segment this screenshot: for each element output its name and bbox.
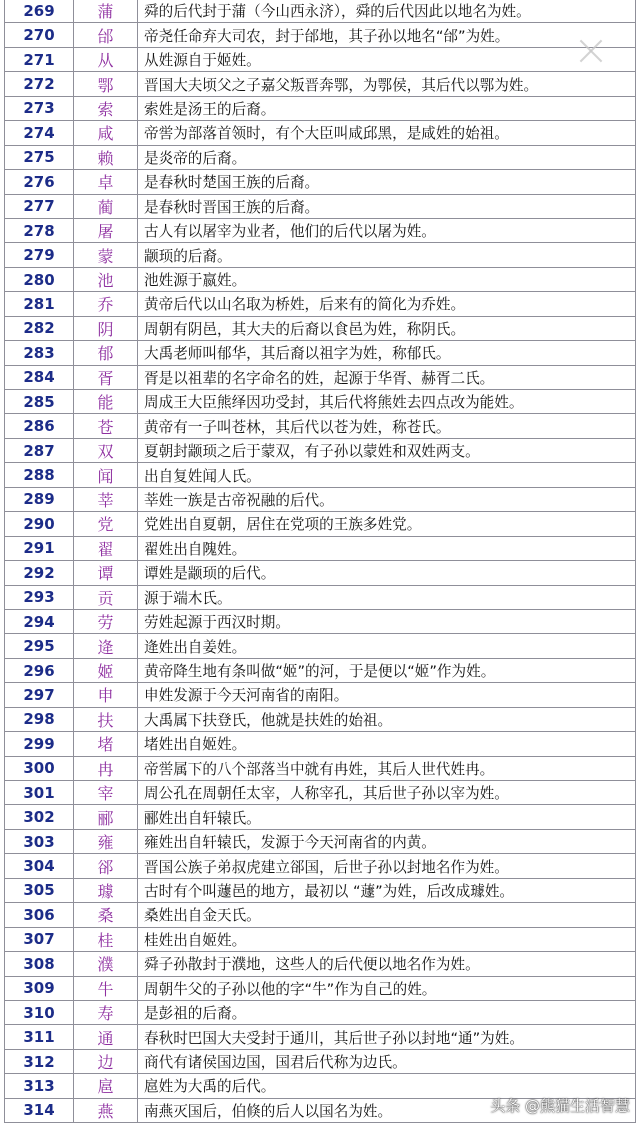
table-row bbox=[4, 928, 636, 952]
row-number: 271 bbox=[4, 48, 74, 71]
row-number: 277 bbox=[4, 195, 74, 218]
surname-char: 通 bbox=[74, 1025, 138, 1048]
surname-origin: 谭姓是颛顼的后代。 bbox=[138, 561, 636, 584]
surname-origin: 黄帝有一子叫苍林，其后代以苍为姓，称苍氏。 bbox=[138, 414, 636, 437]
table-row bbox=[4, 23, 636, 47]
table-row bbox=[4, 952, 636, 976]
surname-char: 边 bbox=[74, 1050, 138, 1073]
row-number: 270 bbox=[4, 23, 74, 46]
surname-char: 翟 bbox=[74, 537, 138, 560]
row-number: 302 bbox=[4, 805, 74, 828]
row-number: 314 bbox=[4, 1099, 74, 1122]
table-row bbox=[4, 1025, 636, 1049]
table-row bbox=[4, 757, 636, 781]
surname-origin: 扈姓为大禹的后代。 bbox=[138, 1074, 636, 1097]
surname-char: 宰 bbox=[74, 781, 138, 804]
surname-origin: 黄帝后代以山名取为桥姓，后来有的简化为乔姓。 bbox=[138, 292, 636, 315]
surname-origin: 出自复姓闻人氏。 bbox=[138, 463, 636, 486]
surname-origin: 从姓源自于姬姓。 bbox=[138, 48, 636, 71]
surname-origin: 源于端木氏。 bbox=[138, 586, 636, 609]
surname-char: 咸 bbox=[74, 121, 138, 144]
surname-origin: 胥是以祖辈的名字命名的姓，起源于华胥、赫胥二氏。 bbox=[138, 366, 636, 389]
table-row bbox=[4, 146, 636, 170]
row-number: 300 bbox=[4, 757, 74, 780]
surname-origin: 郦姓出自轩辕氏。 bbox=[138, 805, 636, 828]
row-number: 276 bbox=[4, 170, 74, 193]
row-number: 298 bbox=[4, 708, 74, 731]
row-number: 308 bbox=[4, 952, 74, 975]
row-number: 274 bbox=[4, 121, 74, 144]
surname-origin: 是炎帝的后裔。 bbox=[138, 146, 636, 169]
surname-char: 璩 bbox=[74, 879, 138, 902]
row-number: 289 bbox=[4, 488, 74, 511]
row-number: 273 bbox=[4, 97, 74, 120]
surname-char: 扶 bbox=[74, 708, 138, 731]
surname-origin: 周朝有阴邑，其大夫的后裔以食邑为姓，称阴氏。 bbox=[138, 317, 636, 340]
surname-origin: 黄帝降生地有条叫做“姬”的河，于是便以“姬”作为姓。 bbox=[138, 659, 636, 682]
surname-origin: 帝尧任命弃大司农，封于邰地，其子孙以地名“邰”为姓。 bbox=[138, 23, 636, 46]
surname-char: 牛 bbox=[74, 977, 138, 1000]
table-row bbox=[4, 1001, 636, 1025]
row-number: 280 bbox=[4, 268, 74, 291]
surname-origin: 夏朝封颛顼之后于蒙双，有子孙以蒙姓和双姓两支。 bbox=[138, 439, 636, 462]
surname-table bbox=[4, 0, 636, 1123]
surname-origin: 春秋时巴国大夫受封于通川，其后世子孙以封地“通”为姓。 bbox=[138, 1025, 636, 1048]
row-number: 305 bbox=[4, 879, 74, 902]
surname-char: 党 bbox=[74, 512, 138, 535]
row-number: 282 bbox=[4, 317, 74, 340]
surname-char: 邰 bbox=[74, 23, 138, 46]
row-number: 304 bbox=[4, 854, 74, 877]
surname-origin: 桂姓出自姬姓。 bbox=[138, 928, 636, 951]
surname-char: 冉 bbox=[74, 757, 138, 780]
surname-char: 蒲 bbox=[74, 0, 138, 22]
surname-char: 从 bbox=[74, 48, 138, 71]
table-row bbox=[4, 561, 636, 585]
table-row bbox=[4, 0, 636, 23]
surname-char: 寿 bbox=[74, 1001, 138, 1024]
surname-origin: 舜子孙散封于濮地，这些人的后代便以地名作为姓。 bbox=[138, 952, 636, 975]
table-row bbox=[4, 659, 636, 683]
row-number: 290 bbox=[4, 512, 74, 535]
table-row bbox=[4, 1050, 636, 1074]
table-row bbox=[4, 366, 636, 390]
surname-origin: 大禹属下扶登氏，他就是扶姓的始祖。 bbox=[138, 708, 636, 731]
surname-char: 申 bbox=[74, 683, 138, 706]
surname-char: 池 bbox=[74, 268, 138, 291]
watermark: 头条 @熊猫生活智慧 bbox=[490, 1097, 630, 1115]
row-number: 272 bbox=[4, 72, 74, 95]
row-number: 269 bbox=[4, 0, 74, 22]
row-number: 288 bbox=[4, 463, 74, 486]
surname-char: 赖 bbox=[74, 146, 138, 169]
surname-char: 苍 bbox=[74, 414, 138, 437]
surname-char: 双 bbox=[74, 439, 138, 462]
table-row bbox=[4, 292, 636, 316]
table-row bbox=[4, 195, 636, 219]
table-row bbox=[4, 781, 636, 805]
row-number: 294 bbox=[4, 610, 74, 633]
table-row bbox=[4, 121, 636, 145]
surname-char: 姬 bbox=[74, 659, 138, 682]
row-number: 299 bbox=[4, 732, 74, 755]
surname-origin: 是彭祖的后裔。 bbox=[138, 1001, 636, 1024]
row-number: 303 bbox=[4, 830, 74, 853]
surname-char: 阴 bbox=[74, 317, 138, 340]
table-row bbox=[4, 512, 636, 536]
surname-origin: 帝喾为部落首领时，有个大臣叫咸邱黑，是咸姓的始祖。 bbox=[138, 121, 636, 144]
row-number: 297 bbox=[4, 683, 74, 706]
row-number: 296 bbox=[4, 659, 74, 682]
surname-char: 扈 bbox=[74, 1074, 138, 1097]
table-row bbox=[4, 634, 636, 658]
surname-char: 乔 bbox=[74, 292, 138, 315]
surname-origin: 是春秋时楚国王族的后裔。 bbox=[138, 170, 636, 193]
surname-origin: 索姓是汤王的后裔。 bbox=[138, 97, 636, 120]
surname-origin: 古时有个叫蘧邑的地方，最初以 “蘧”为姓，后改成璩姓。 bbox=[138, 879, 636, 902]
surname-origin: 周成王大臣熊绎因功受封，其后代将熊姓去四点改为能姓。 bbox=[138, 390, 636, 413]
surname-origin: 帝喾属下的八个部落当中就有冉姓，其后人世代姓冉。 bbox=[138, 757, 636, 780]
surname-char: 索 bbox=[74, 97, 138, 120]
surname-char: 桂 bbox=[74, 928, 138, 951]
surname-origin: 古人有以屠宰为业者，他们的后代以屠为姓。 bbox=[138, 219, 636, 242]
table-row bbox=[4, 586, 636, 610]
surname-char: 屠 bbox=[74, 219, 138, 242]
row-number: 281 bbox=[4, 292, 74, 315]
surname-char: 郁 bbox=[74, 341, 138, 364]
surname-origin: 逄姓出自姜姓。 bbox=[138, 634, 636, 657]
surname-origin: 池姓源于嬴姓。 bbox=[138, 268, 636, 291]
surname-char: 鄂 bbox=[74, 72, 138, 95]
row-number: 306 bbox=[4, 903, 74, 926]
table-row bbox=[4, 610, 636, 634]
row-number: 286 bbox=[4, 414, 74, 437]
surname-char: 桑 bbox=[74, 903, 138, 926]
surname-char: 堵 bbox=[74, 732, 138, 755]
table-row bbox=[4, 341, 636, 365]
surname-origin: 劳姓起源于西汉时期。 bbox=[138, 610, 636, 633]
row-number: 279 bbox=[4, 243, 74, 266]
table-row bbox=[4, 683, 636, 707]
surname-char: 蔺 bbox=[74, 195, 138, 218]
table-row bbox=[4, 243, 636, 267]
surname-origin: 堵姓出自姬姓。 bbox=[138, 732, 636, 755]
table-row bbox=[4, 170, 636, 194]
table-row bbox=[4, 879, 636, 903]
row-number: 285 bbox=[4, 390, 74, 413]
surname-char: 贡 bbox=[74, 586, 138, 609]
row-number: 311 bbox=[4, 1025, 74, 1048]
table-row bbox=[4, 708, 636, 732]
row-number: 291 bbox=[4, 537, 74, 560]
row-number: 313 bbox=[4, 1074, 74, 1097]
surname-char: 濮 bbox=[74, 952, 138, 975]
row-number: 283 bbox=[4, 341, 74, 364]
row-number: 295 bbox=[4, 634, 74, 657]
surname-origin: 党姓出自夏朝，居住在党项的王族多姓党。 bbox=[138, 512, 636, 535]
table-row bbox=[4, 414, 636, 438]
row-number: 307 bbox=[4, 928, 74, 951]
surname-char: 能 bbox=[74, 390, 138, 413]
table-row bbox=[4, 977, 636, 1001]
table-row bbox=[4, 805, 636, 829]
table-row bbox=[4, 488, 636, 512]
close-icon[interactable] bbox=[578, 38, 604, 64]
surname-char: 胥 bbox=[74, 366, 138, 389]
surname-char: 蒙 bbox=[74, 243, 138, 266]
table-row bbox=[4, 439, 636, 463]
table-row bbox=[4, 463, 636, 487]
surname-origin: 舜的后代封于蒲（今山西永济），舜的后代因此以地名为姓。 bbox=[138, 0, 636, 22]
surname-origin: 申姓发源于今天河南省的南阳。 bbox=[138, 683, 636, 706]
surname-char: 郦 bbox=[74, 805, 138, 828]
surname-char: 逄 bbox=[74, 634, 138, 657]
table-row bbox=[4, 390, 636, 414]
row-number: 292 bbox=[4, 561, 74, 584]
table-row bbox=[4, 830, 636, 854]
row-number: 287 bbox=[4, 439, 74, 462]
surname-origin: 翟姓出自隗姓。 bbox=[138, 537, 636, 560]
row-number: 293 bbox=[4, 586, 74, 609]
surname-char: 谭 bbox=[74, 561, 138, 584]
surname-origin: 颛顼的后裔。 bbox=[138, 243, 636, 266]
surname-char: 卓 bbox=[74, 170, 138, 193]
surname-origin: 晋国大夫顷父之子嘉父叛晋奔鄂，为鄂侯，其后代以鄂为姓。 bbox=[138, 72, 636, 95]
table-row bbox=[4, 537, 636, 561]
surname-origin: 周朝牛父的子孙以他的字“牛”作为自己的姓。 bbox=[138, 977, 636, 1000]
surname-origin: 商代有诸侯国边国，国君后代称为边氏。 bbox=[138, 1050, 636, 1073]
surname-origin: 大禹老师叫郁华，其后裔以祖字为姓，称郁氏。 bbox=[138, 341, 636, 364]
table-row bbox=[4, 219, 636, 243]
table-row bbox=[4, 903, 636, 927]
row-number: 278 bbox=[4, 219, 74, 242]
surname-origin: 周公孔在周朝任太宰，人称宰孔，其后世子孙以宰为姓。 bbox=[138, 781, 636, 804]
row-number: 310 bbox=[4, 1001, 74, 1024]
surname-char: 雍 bbox=[74, 830, 138, 853]
surname-origin: 桑姓出自金天氏。 bbox=[138, 903, 636, 926]
surname-char: 劳 bbox=[74, 610, 138, 633]
table-row bbox=[4, 48, 636, 72]
table-row bbox=[4, 97, 636, 121]
surname-char: 闻 bbox=[74, 463, 138, 486]
surname-origin: 雍姓出自轩辕氏，发源于今天河南省的内黄。 bbox=[138, 830, 636, 853]
table-row bbox=[4, 268, 636, 292]
surname-char: 燕 bbox=[74, 1099, 138, 1122]
table-row bbox=[4, 72, 636, 96]
row-number: 309 bbox=[4, 977, 74, 1000]
surname-origin: 南燕灭国后，伯倏的后人以国名为姓。 bbox=[138, 1099, 636, 1122]
surname-char: 莘 bbox=[74, 488, 138, 511]
surname-origin: 是春秋时晋国王族的后裔。 bbox=[138, 195, 636, 218]
table-row bbox=[4, 854, 636, 878]
surname-origin: 莘姓一族是古帝祝融的后代。 bbox=[138, 488, 636, 511]
surname-origin: 晋国公族子弟叔虎建立郤国，后世子孙以封地名作为姓。 bbox=[138, 854, 636, 877]
surname-char: 郤 bbox=[74, 854, 138, 877]
row-number: 275 bbox=[4, 146, 74, 169]
row-number: 312 bbox=[4, 1050, 74, 1073]
row-number: 301 bbox=[4, 781, 74, 804]
table-row bbox=[4, 317, 636, 341]
row-number: 284 bbox=[4, 366, 74, 389]
table-row bbox=[4, 732, 636, 756]
